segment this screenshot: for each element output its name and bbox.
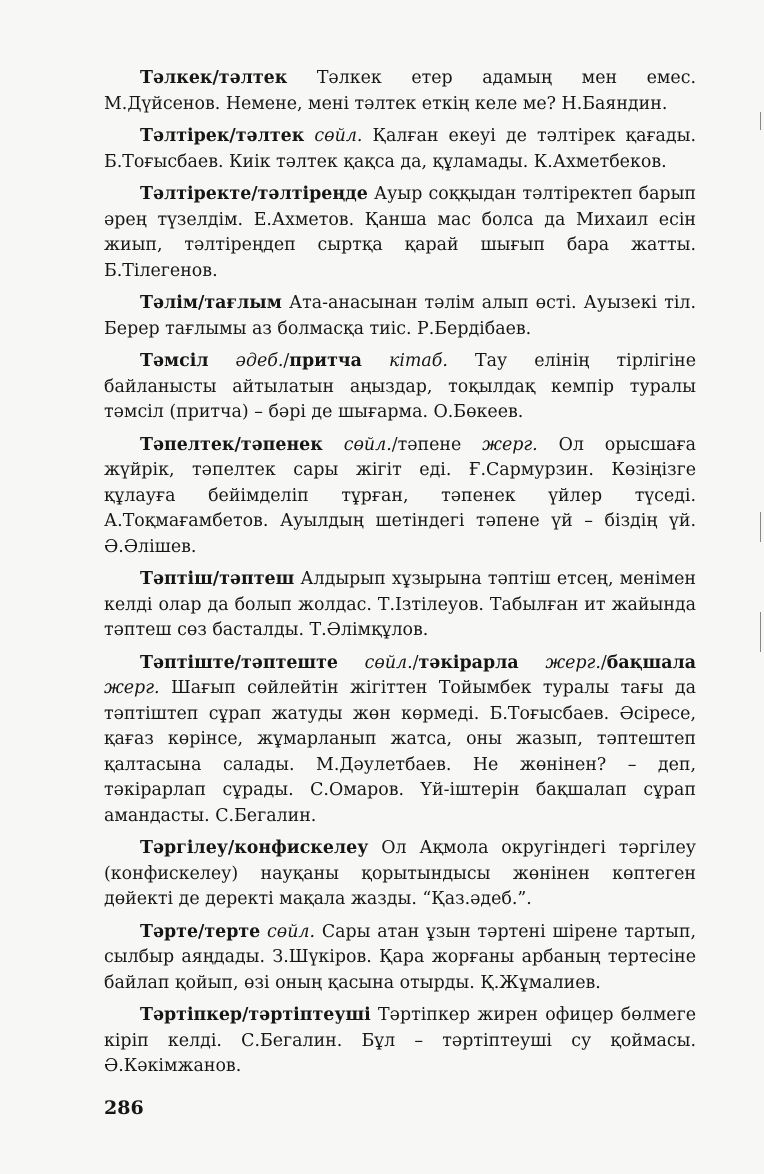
usage-label: жерг.	[482, 434, 538, 455]
usage-label: сөйл.	[267, 921, 316, 942]
entry-headword: Тәлім/тағлым	[140, 293, 282, 313]
entry-headword: Тәптіш/тәптеш	[140, 569, 295, 589]
dictionary-entry	[104, 182, 696, 284]
entry-text: /тәпене	[391, 434, 483, 455]
entry-text	[260, 922, 267, 942]
usage-label: жерг.	[104, 678, 160, 698]
entry-text: Алдырып хұзырына тәптіш етсең, менімен келді олар да болып жолдас. Т.Ізтілеуов. Табылған ит жайында тәптеш сөз басталды. Т.Әлімқұлов.	[104, 569, 696, 640]
entry-text	[209, 351, 236, 371]
entry-text: Сары атан ұзын тәртені шірене тартып, сылбыр аяңдады. З.Шүкіров. Қара жорғаны арбаның тертесіне байлап қойып, өзі оның қасына отырды. Қ.Жұмалиев.	[104, 921, 697, 993]
entry-text: Ол Ақмола округіндегі тәргілеу (конфискелеу) науқаны қорытындысы жөнінен көптеген дөйекті де деректі мақала жазды. “Қаз.әдеб.”.	[104, 838, 696, 909]
dictionary-entry	[104, 836, 696, 913]
margin-mark	[760, 612, 761, 652]
entry-headword: бақшала	[606, 652, 697, 673]
dictionary-entry	[104, 66, 696, 117]
usage-label: әдеб.	[235, 351, 284, 371]
dictionary-entry	[104, 291, 696, 342]
entry-headword: Тәлтірек/тәлтек	[140, 126, 305, 146]
dictionary-page	[104, 66, 696, 1087]
entry-text: Тәлкек етер адамың мен емес. М.Дүйсенов. Немене, мені тәлтек еткің келе ме? Н.Баяндин.	[104, 68, 696, 114]
dictionary-entry	[104, 349, 696, 426]
entry-text: Ауыр соққыдан тәлтіректеп барып әрең түзелдім. Е.Ахметов. Қанша мас болса да Михаил есін жиып, тәлтіреңдеп сыртқа қарай шығып бара жатты. Б.Тілегенов.	[104, 184, 696, 281]
entry-headword: Тәмсіл	[140, 351, 209, 371]
page-number: 286	[104, 1097, 144, 1119]
entry-text: Тау елінің тірлігіне байланысты айтылатын аңыздар, тоқылдақ кемпір туралы тәмсіл (притча) – бәрі де шығарма. О.Бөкеев.	[104, 351, 697, 422]
entry-text: Шағып сөйлейтін жігіттен Тойымбек туралы тағы да тәптіштеп сұрап жатуды жөн көрмеді. Б.Тоғысбаев. Әсіресе, қағаз көрінсе, жұмарланып жатса, оны жазып, тәптештеп қалтасына салады. М.Дәулетбаев. Не жөнінен? – деп, тәкірарлап сұрады. С.Омаров. Үй-іштерін бақшалап сұрап амандасты. С.Бегалин.	[104, 678, 696, 826]
entry-headword: Тәптіште/тәптеште	[140, 652, 338, 673]
entry-text: /	[600, 652, 607, 673]
dictionary-entry	[104, 567, 696, 644]
usage-label: сөйл.	[314, 126, 363, 146]
dictionary-entry	[104, 920, 696, 997]
entry-headword: Тәрте/терте	[140, 921, 261, 942]
entry-text: Тәртіпкер жирен офицер бөлмеге кіріп келді. С.Бегалин. Бұл – тәртіптеуші су қоймасы. Ә.Кәкімжанов.	[104, 1005, 696, 1076]
dictionary-entry	[104, 433, 696, 561]
entry-text	[304, 126, 314, 146]
dictionary-entry	[104, 1003, 696, 1080]
entry-headword: Тәлтіректе/тәлтіреңде	[140, 184, 368, 204]
entry-text: /	[412, 652, 419, 673]
entry-headword: Тәргілеу/конфискелеу	[140, 838, 369, 858]
entry-headword: Тәпелтек/тәпенек	[140, 434, 323, 455]
usage-label: сөйл.	[364, 652, 413, 673]
entry-headword: притча	[289, 351, 362, 371]
entry-text	[338, 653, 365, 673]
entry-text	[519, 653, 546, 673]
dictionary-entry	[104, 124, 696, 175]
entry-text: Ол орысшаға жүйрік, тәпелтек сары жігіт еді. Ғ.Сармурзин. Көзіңізге құлауға бейімделіп тұрған, тәпенек үйлер түседі. А.Тоқмағамбетов. Ауылдың шетіндегі тәпене үй – біздің үй. Ә.Әлішев.	[104, 434, 696, 557]
usage-label: сөйл.	[343, 434, 392, 455]
entry-text	[323, 435, 344, 455]
entry-text: /	[283, 351, 290, 371]
usage-label: кітаб.	[388, 351, 448, 371]
entry-text: Ата-анасынан тәлім алып өсті. Ауызекі тіл. Берер тағлымы аз болмасқа тиіс. Р.Бердібаев.	[104, 293, 696, 339]
dictionary-entry	[104, 651, 696, 830]
entry-text: Қалған екеуі де тәлтірек қағады. Б.Тоғысбаев. Киік тәлтек қақса да, құламады. К.Ахметбеков.	[104, 126, 696, 172]
entry-text	[362, 351, 389, 371]
margin-mark	[760, 112, 761, 130]
entry-headword: Тәлкек/тәлтек	[140, 68, 288, 88]
margin-mark	[760, 512, 761, 542]
entry-headword: Тәртіпкер/тәртіптеуші	[140, 1005, 371, 1025]
usage-label: жерг.	[545, 652, 601, 673]
entry-headword: тәкірарла	[418, 652, 519, 673]
